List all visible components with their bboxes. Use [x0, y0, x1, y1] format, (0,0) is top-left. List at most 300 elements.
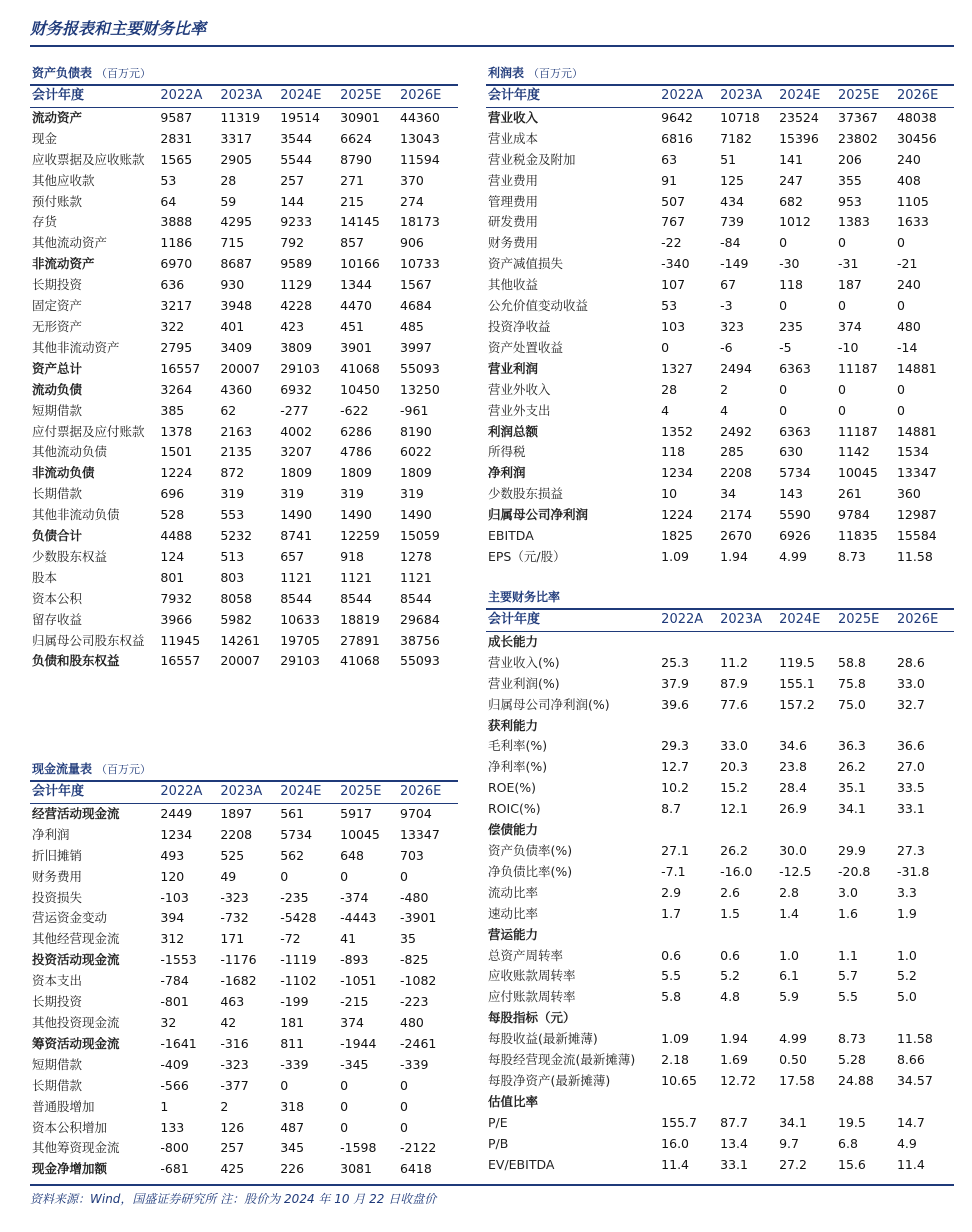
cell-value: 87.9 — [720, 675, 748, 691]
cell-value: 10045 — [838, 465, 878, 481]
cell-value: 34.6 — [779, 738, 807, 754]
table-row — [30, 107, 458, 128]
balance-sheet-table — [30, 84, 458, 672]
cell-value: 30.0 — [779, 842, 807, 858]
cell-value: 322 — [160, 318, 185, 334]
cell-value: 51 — [720, 151, 737, 167]
cell-value: 14145 — [340, 214, 380, 230]
cell-value: 2135 — [220, 444, 253, 460]
cell-value: 906 — [400, 235, 424, 251]
year-header: 2025E — [338, 781, 398, 803]
cell-value: 1234 — [160, 826, 193, 842]
cell-value — [895, 631, 954, 652]
cell-value: 480 — [400, 1014, 424, 1030]
row-label: 应付账款周转率 — [488, 989, 576, 1005]
cell-value: -2461 — [400, 1035, 437, 1051]
cell-value: -801 — [160, 994, 189, 1010]
cell-value: 8190 — [400, 423, 432, 439]
cell-value: 6816 — [661, 130, 693, 146]
cell-value: 2174 — [720, 507, 752, 523]
row-label: 偿债能力 — [488, 822, 539, 838]
cell-value: 119.5 — [779, 654, 815, 670]
row-label: 折旧摊销 — [32, 847, 83, 863]
cell-value: 451 — [340, 318, 364, 334]
cell-value: -4443 — [340, 910, 377, 926]
cell-value: 2449 — [160, 805, 193, 821]
cell-value: 3264 — [160, 381, 193, 397]
cell-value: 1012 — [779, 214, 811, 230]
row-label: 负债和股东权益 — [32, 653, 120, 669]
cell-value: 6363 — [779, 423, 811, 439]
table-row — [30, 992, 458, 1013]
cell-value: 2494 — [720, 360, 752, 376]
cell-value: 19.5 — [838, 1114, 866, 1130]
row-label: EV/EBITDA — [488, 1156, 555, 1172]
cell-value: 126 — [220, 1119, 245, 1135]
cell-value: 8741 — [280, 528, 313, 544]
cell-value: 1383 — [838, 214, 870, 230]
cell-value: 17.58 — [779, 1072, 815, 1088]
table-row — [486, 171, 954, 192]
table-row — [30, 442, 458, 463]
cell-value: 8.7 — [661, 801, 682, 817]
cell-value: -7.1 — [661, 863, 686, 879]
table-row — [486, 757, 954, 778]
row-label: 营业税金及附加 — [488, 151, 576, 167]
table-header-row — [486, 85, 954, 107]
table-row — [486, 1155, 954, 1176]
cell-value: 0 — [838, 381, 846, 397]
table-row — [486, 799, 954, 820]
cell-value: -622 — [340, 402, 369, 418]
cell-value: 4360 — [220, 381, 253, 397]
table-row — [30, 846, 458, 867]
row-label: 应收账款周转率 — [488, 968, 576, 984]
cell-value: 235 — [779, 318, 803, 334]
cell-value: 1.0 — [779, 947, 799, 963]
cell-value: 155.1 — [779, 675, 815, 691]
cell-value: 33.5 — [896, 780, 925, 796]
row-label: 长期投资 — [32, 994, 83, 1010]
cell-value: 23.8 — [779, 759, 807, 775]
cell-value: 55093 — [400, 360, 440, 376]
cell-value: 1567 — [400, 277, 432, 293]
table-row — [30, 929, 458, 950]
table-row — [30, 547, 458, 568]
cell-value: 125 — [720, 172, 744, 188]
cell-value: 394 — [160, 910, 185, 926]
cell-value — [836, 1008, 895, 1029]
row-label: ROE(%) — [488, 780, 537, 796]
balance-sheet-title: 资产负债表 （百万元） — [32, 66, 152, 80]
cell-value: -12.5 — [779, 863, 812, 879]
cell-value: 513 — [220, 548, 245, 564]
row-label: 投资净收益 — [488, 318, 551, 334]
row-label: 归属母公司股东权益 — [32, 632, 145, 648]
cell-value: 739 — [720, 214, 744, 230]
cell-value: 257 — [280, 172, 305, 188]
table-row — [486, 275, 954, 296]
table-row — [30, 505, 458, 526]
cell-value: 16557 — [160, 653, 201, 669]
row-label: 营业收入 — [488, 109, 539, 125]
row-label: 每股收益(最新摊薄) — [488, 1031, 598, 1047]
cell-value: 155.7 — [661, 1114, 697, 1130]
row-label: 净利润 — [488, 465, 526, 481]
year-header: 2023A — [718, 609, 777, 631]
cell-value: 3081 — [340, 1161, 372, 1177]
row-label: 非流动负债 — [32, 465, 95, 481]
cell-value: 11594 — [400, 151, 440, 167]
cell-value: 4002 — [280, 423, 313, 439]
row-label: 资产总计 — [32, 360, 83, 376]
table-row — [486, 1050, 954, 1071]
cell-value: -199 — [280, 994, 309, 1010]
cell-value — [659, 925, 718, 946]
cell-value: 8544 — [280, 590, 313, 606]
income-statement-title: 利润表 （百万元） — [488, 66, 584, 80]
cell-value: 434 — [720, 193, 744, 209]
cell-value: -961 — [400, 402, 429, 418]
cell-value: -1598 — [340, 1140, 377, 1156]
table-row — [30, 888, 458, 909]
cell-value: 1565 — [160, 151, 193, 167]
row-label: 其他非流动负债 — [32, 507, 120, 523]
cell-value: 23802 — [838, 130, 878, 146]
cell-value: 36.3 — [838, 738, 866, 754]
cell-value: 120 — [160, 868, 185, 884]
cell-value: -1944 — [340, 1035, 377, 1051]
cell-value: 425 — [220, 1161, 245, 1177]
row-label: 普通股增加 — [32, 1098, 95, 1114]
cell-value: 562 — [280, 847, 305, 863]
cell-value: -800 — [160, 1140, 189, 1156]
cell-value — [659, 716, 718, 737]
row-label: 归属母公司净利润 — [488, 507, 589, 523]
table-header-row — [30, 781, 458, 803]
cell-value: 1121 — [340, 569, 372, 585]
year-header: 2023A — [718, 85, 777, 107]
cell-value: 1105 — [896, 193, 929, 209]
cell-value: 5734 — [280, 826, 313, 842]
cell-value: 318 — [280, 1098, 305, 1114]
cell-value: 2795 — [160, 339, 193, 355]
row-label: 利润总额 — [488, 423, 539, 439]
cell-value: 12987 — [896, 507, 937, 523]
cell-value: 41 — [340, 931, 357, 947]
table-row — [30, 1138, 458, 1159]
cell-value — [836, 716, 895, 737]
table-row — [486, 1029, 954, 1050]
cell-value: 240 — [896, 277, 921, 293]
cell-value: 38756 — [400, 632, 440, 648]
cell-value: 319 — [400, 486, 424, 502]
cell-value — [895, 820, 954, 841]
cashflow-title: 现金流量表 （百万元） — [32, 762, 152, 776]
table-row — [30, 296, 458, 317]
cell-value: 1224 — [160, 465, 193, 481]
cell-value: 0 — [340, 1077, 349, 1093]
cell-value: -1082 — [400, 973, 437, 989]
cell-value: 27.1 — [661, 842, 690, 858]
cell-value: 8687 — [220, 256, 253, 272]
cell-value: 87.7 — [720, 1114, 748, 1130]
cell-value: -340 — [661, 256, 690, 272]
header-label: 会计年度 — [486, 609, 659, 631]
cell-value: 133 — [160, 1119, 185, 1135]
cell-value: 34 — [720, 486, 737, 502]
row-label: 其他应收款 — [32, 172, 95, 188]
cell-value: -5428 — [280, 910, 317, 926]
cell-value: 553 — [220, 507, 245, 523]
cell-value: 801 — [160, 569, 185, 585]
cell-value — [836, 1092, 895, 1113]
cell-value: 1809 — [400, 465, 432, 481]
cell-value: 7932 — [160, 590, 193, 606]
cell-value: 4.99 — [779, 1031, 807, 1047]
cell-value: -1641 — [160, 1035, 197, 1051]
cell-value: 525 — [220, 847, 245, 863]
cell-value: 953 — [838, 193, 862, 209]
year-header: 2024E — [278, 781, 338, 803]
cell-value: 918 — [340, 548, 364, 564]
cell-value: 1490 — [340, 507, 372, 523]
cell-value: 6022 — [400, 444, 432, 460]
cell-value: 1121 — [280, 569, 313, 585]
cell-value: 480 — [896, 318, 921, 334]
table-row — [486, 107, 954, 128]
cell-value: 9704 — [400, 805, 432, 821]
table-row — [486, 1134, 954, 1155]
cell-value: 27.3 — [896, 842, 925, 858]
table-row — [30, 1013, 458, 1034]
cell-value: 271 — [340, 172, 364, 188]
cell-value: 49 — [220, 868, 237, 884]
cell-value: 5734 — [779, 465, 811, 481]
cell-value: 37.9 — [661, 675, 690, 691]
cell-value: 15.2 — [720, 780, 748, 796]
cell-value: 16557 — [160, 360, 201, 376]
cell-value: 323 — [720, 318, 744, 334]
cell-value: 0 — [280, 868, 289, 884]
cell-value: 59 — [220, 193, 237, 209]
table-row — [30, 484, 458, 505]
cell-value: 423 — [280, 318, 305, 334]
cell-value: 682 — [779, 193, 803, 209]
cell-value: 75.8 — [838, 675, 866, 691]
cell-value: 103 — [661, 318, 686, 334]
year-header: 2025E — [836, 609, 895, 631]
cell-value: 5.0 — [896, 989, 917, 1005]
cell-value: -10 — [838, 339, 859, 355]
cell-value: 1.69 — [720, 1052, 748, 1068]
cell-value: 41068 — [340, 653, 380, 669]
table-row — [30, 610, 458, 631]
cell-value: 11187 — [838, 423, 878, 439]
cell-value: -681 — [160, 1161, 189, 1177]
cell-value: 19514 — [280, 109, 320, 125]
cell-value: 12259 — [340, 528, 380, 544]
row-label: 资产负债率(%) — [488, 842, 573, 858]
table-row — [30, 803, 458, 824]
row-label: 负债合计 — [32, 528, 83, 544]
row-label: 资产处置收益 — [488, 339, 564, 355]
source-note: 资料来源：Wind，国盛证券研究所 注：股价为 2024 年 10 月 22 日收盘价 — [30, 1184, 954, 1207]
row-label: 应付票据及应付账款 — [32, 423, 145, 439]
cell-value: 5.28 — [838, 1052, 866, 1068]
cell-value: 0 — [896, 235, 905, 251]
row-label: 短期借款 — [32, 402, 83, 418]
ratios-title: 主要财务比率 — [488, 590, 561, 604]
cell-value: 77.6 — [720, 696, 748, 712]
cell-value: 1490 — [400, 507, 432, 523]
row-label: 其他投资现金流 — [32, 1014, 120, 1030]
cell-value: 2492 — [720, 423, 752, 439]
cell-value: 26.9 — [779, 801, 807, 817]
cell-value: 181 — [280, 1014, 305, 1030]
cell-value: 312 — [160, 931, 185, 947]
cell-value: 648 — [340, 847, 364, 863]
year-header: 2024E — [777, 85, 836, 107]
cell-value: 10733 — [400, 256, 440, 272]
cell-value — [718, 820, 777, 841]
cell-value: 261 — [838, 486, 862, 502]
year-header: 2022A — [158, 781, 218, 803]
cell-value: 34.1 — [838, 801, 866, 817]
cell-value: 5.9 — [779, 989, 799, 1005]
row-label: 获利能力 — [488, 717, 539, 733]
cell-value: 4488 — [160, 528, 193, 544]
cell-value: 6.8 — [838, 1135, 858, 1151]
cell-value: 10.2 — [661, 780, 690, 796]
cell-value: -732 — [220, 910, 249, 926]
table-row — [30, 463, 458, 484]
cell-value: -339 — [280, 1056, 309, 1072]
table-row — [30, 867, 458, 888]
cell-value: 6286 — [340, 423, 372, 439]
row-label: 每股净资产(最新摊薄) — [488, 1072, 611, 1088]
cell-value: 3544 — [280, 130, 313, 146]
table-row — [486, 442, 954, 463]
table-header-row — [486, 609, 954, 631]
table-row — [486, 695, 954, 716]
row-label: 应收票据及应收账款 — [32, 151, 145, 167]
cell-value: -277 — [280, 402, 309, 418]
year-header: 2024E — [278, 85, 338, 107]
year-header: 2022A — [659, 85, 718, 107]
cell-value: 0.6 — [720, 947, 741, 963]
cell-value: 13043 — [400, 130, 440, 146]
cell-value: 8790 — [340, 151, 372, 167]
header-label: 会计年度 — [30, 85, 158, 107]
row-label: 每股指标（元） — [488, 1010, 576, 1026]
cell-value: 118 — [661, 444, 686, 460]
table-row — [30, 338, 458, 359]
cell-value: 1.1 — [838, 947, 858, 963]
cell-value: 0.50 — [779, 1052, 807, 1068]
cell-value: 0 — [838, 402, 846, 418]
cell-value: 3207 — [280, 444, 313, 460]
cell-value: 1 — [160, 1098, 169, 1114]
cell-value: 24.88 — [838, 1072, 874, 1088]
ratios-table — [486, 608, 954, 1175]
row-label: 公允价值变动收益 — [488, 298, 589, 314]
row-label: 现金净增加额 — [32, 1161, 108, 1177]
cell-value: 1.94 — [720, 548, 748, 564]
cell-value: 34.1 — [779, 1114, 807, 1130]
cell-value: 11945 — [160, 632, 201, 648]
year-header: 2023A — [218, 85, 278, 107]
row-label: 营业外收入 — [488, 381, 551, 397]
table-row — [486, 904, 954, 925]
cell-value: -825 — [400, 952, 429, 968]
cell-value: 2831 — [160, 130, 193, 146]
cell-value: 2905 — [220, 151, 253, 167]
cell-value: 1224 — [661, 507, 693, 523]
cell-value: 285 — [720, 444, 744, 460]
cell-value: 0 — [340, 868, 349, 884]
table-row — [30, 526, 458, 547]
cell-value — [777, 1092, 836, 1113]
group-row — [486, 716, 954, 737]
row-label: 投资活动现金流 — [32, 952, 120, 968]
cell-value: -72 — [280, 931, 301, 947]
cell-value: 1501 — [160, 444, 193, 460]
cell-value: 930 — [220, 277, 245, 293]
cell-value — [895, 1092, 954, 1113]
cell-value: 8.66 — [896, 1052, 925, 1068]
cell-value: 657 — [280, 548, 305, 564]
row-label: 资本支出 — [32, 973, 83, 989]
cell-value: 1.9 — [896, 905, 917, 921]
cell-value: 58.8 — [838, 654, 866, 670]
cell-value: 1.4 — [779, 905, 799, 921]
cell-value: 13.4 — [720, 1135, 748, 1151]
cell-value: 1633 — [896, 214, 929, 230]
cell-value: 157.2 — [779, 696, 815, 712]
row-label: EPS（元/股） — [488, 548, 566, 564]
cell-value: 703 — [400, 847, 424, 863]
cell-value: 2670 — [720, 528, 752, 544]
cell-value: 29684 — [400, 611, 440, 627]
cell-value: 5917 — [340, 805, 372, 821]
table-row — [30, 568, 458, 589]
year-header: 2026E — [398, 85, 458, 107]
year-header: 2026E — [895, 609, 954, 631]
cell-value: 0 — [280, 1077, 289, 1093]
table-row — [30, 631, 458, 652]
table-row — [486, 380, 954, 401]
cell-value: 26.2 — [720, 842, 748, 858]
year-header: 2022A — [158, 85, 218, 107]
cell-value: 33.0 — [720, 738, 748, 754]
cell-value: 1.09 — [661, 1031, 690, 1047]
cell-value: 8.73 — [838, 548, 866, 564]
income-statement-section — [486, 62, 954, 568]
cell-value: 37367 — [838, 109, 878, 125]
table-row — [30, 1118, 458, 1139]
cell-value: 28.6 — [896, 654, 925, 670]
row-label: 管理费用 — [488, 193, 539, 209]
cell-value: 144 — [280, 193, 305, 209]
cell-value: 20.3 — [720, 759, 748, 775]
table-row — [486, 505, 954, 526]
cell-value: 143 — [779, 486, 803, 502]
cell-value: 5544 — [280, 151, 313, 167]
cell-value: 5982 — [220, 611, 253, 627]
cell-value: 8544 — [340, 590, 372, 606]
year-header: 2022A — [659, 609, 718, 631]
